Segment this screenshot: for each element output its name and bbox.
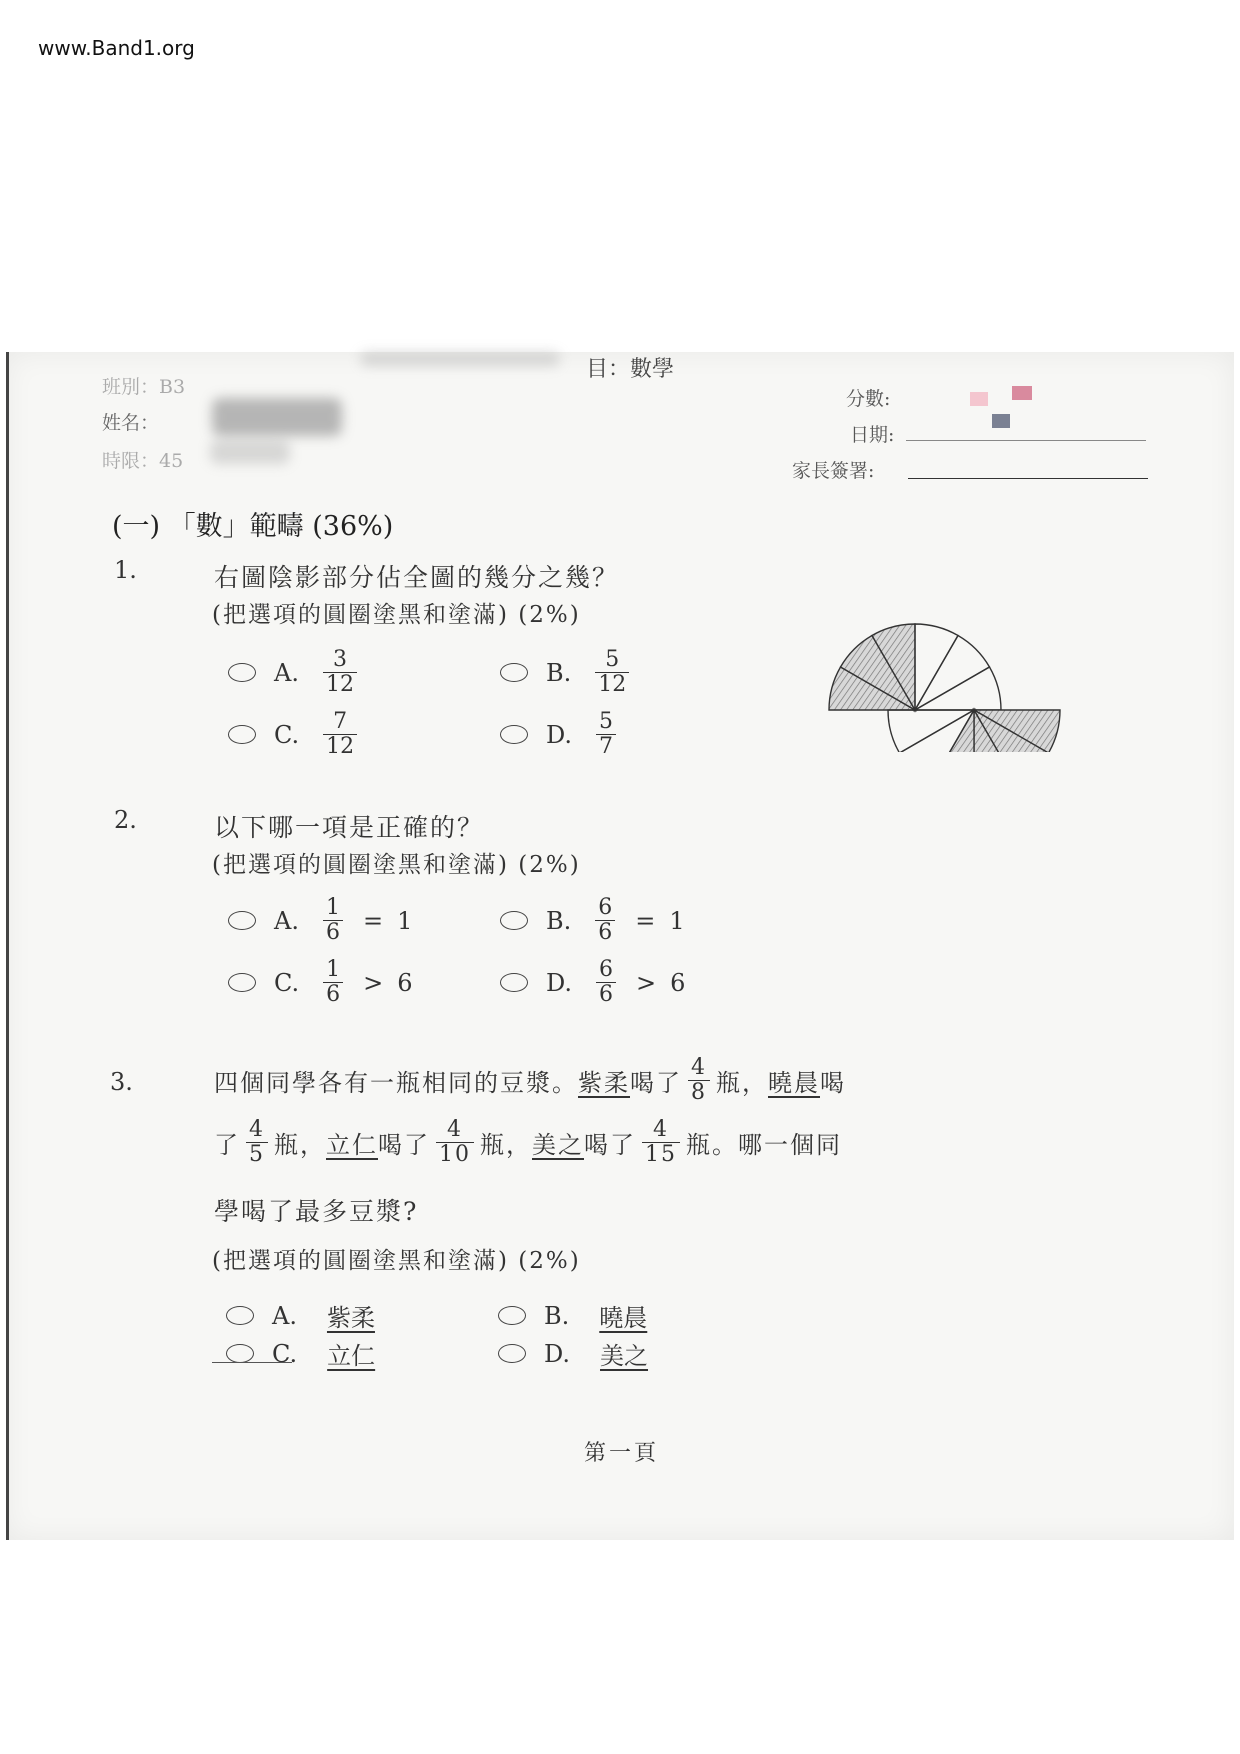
q3-option-d[interactable]: D. 美之 (498, 1336, 648, 1371)
redacted-date-pixel (992, 414, 1010, 428)
q3-line3: 學喝了最多豆漿? (214, 1197, 419, 1226)
subject-label: 目：數學 (586, 357, 675, 382)
q2-option-c[interactable]: C. $\frac{1}{6}$ > 6 (228, 958, 413, 1007)
fraction: $\frac{3}{12}$ (323, 648, 357, 697)
q2-instruction: (把選項的圓圈塗黑和塗滿) (2%) (212, 852, 581, 878)
score-label: 分數: (846, 388, 891, 410)
q2-option-b[interactable]: B. $\frac{6}{6}$ = 1 (500, 896, 685, 945)
answer-bubble[interactable] (498, 1306, 526, 1325)
answer-bubble[interactable] (500, 663, 528, 682)
q2-option-d[interactable]: D. $\frac{6}{6}$ > 6 (500, 958, 685, 1007)
name-label: 姓名： (102, 412, 160, 434)
signature-line (908, 478, 1148, 479)
q3-number: 3. (110, 1068, 133, 1096)
stray-underline (212, 1362, 292, 1363)
q3-line2: 了 $\frac{4}{5}$ 瓶， 立仁 喝了 $\frac{4}{10}$ 瓶， 美之 喝了 $\frac{4}{15}$ 瓶。哪一個同 (214, 1117, 842, 1167)
answer-bubble[interactable] (228, 911, 256, 930)
class-label: 班別：B3 (102, 376, 186, 398)
top-semicircle (829, 624, 1001, 710)
redacted-score-pixel (1012, 386, 1032, 400)
q2-option-a[interactable]: A. $\frac{1}{6}$ = 1 (228, 896, 412, 945)
fraction: $\frac{7}{12}$ (323, 710, 357, 759)
q3-line1: 四個同學各有一瓶相同的豆漿。 紫柔 喝了 $\frac{4}{8}$ 瓶， 曉晨 喝 (214, 1055, 846, 1105)
q3-option-b[interactable]: B. 曉晨 (498, 1298, 647, 1333)
q1-option-a[interactable]: A. $\frac{3}{12}$ (228, 648, 363, 697)
q3-option-a[interactable]: A. 紫柔 (226, 1298, 375, 1333)
name-xiaochen: 曉晨 (768, 1069, 820, 1097)
time-label: 時限：45 (102, 450, 184, 472)
fraction: $\frac{5}{7}$ (596, 710, 616, 759)
fraction: $\frac{6}{6}$ (596, 958, 616, 1007)
q1-option-b[interactable]: B. $\frac{5}{12}$ (500, 648, 635, 697)
q1-option-c[interactable]: C. $\frac{7}{12}$ (228, 710, 363, 759)
answer-bubble[interactable] (228, 663, 256, 682)
answer-bubble[interactable] (228, 973, 256, 992)
q1-number: 1. (114, 556, 137, 584)
fraction: $\frac{6}{6}$ (595, 896, 615, 945)
answer-bubble[interactable] (498, 1344, 526, 1363)
fraction: $\frac{4}{10}$ (436, 1118, 474, 1167)
page-number: 第一頁 (584, 1441, 660, 1466)
date-label: 日期: (850, 424, 895, 446)
q3-option-c[interactable]: C. 立仁 (226, 1336, 375, 1371)
redacted-score-pixel (970, 392, 988, 406)
fraction: $\frac{1}{6}$ (323, 896, 343, 945)
answer-bubble[interactable] (500, 725, 528, 744)
bottom-semicircle (888, 710, 1060, 752)
sheet-edge (6, 352, 9, 1540)
name-meizhi: 美之 (532, 1131, 584, 1159)
fraction: $\frac{4}{8}$ (688, 1056, 710, 1105)
q1-text: 右圖陰影部分佔全圖的幾分之幾？ (214, 563, 620, 592)
q1-instruction: (把選項的圓圈塗黑和塗滿) (2%) (212, 602, 581, 628)
signature-label: 家長簽署: (792, 460, 875, 482)
answer-bubble[interactable] (500, 973, 528, 992)
q1-option-d[interactable]: D. $\frac{5}{7}$ (500, 710, 622, 759)
answer-bubble[interactable] (228, 725, 256, 744)
redacted-subject-prefix (360, 352, 560, 366)
shaded-semicircles-figure (810, 622, 1080, 752)
fraction: $\frac{1}{6}$ (323, 958, 343, 1007)
q2-text: 以下哪一項是正確的？ (214, 813, 485, 842)
fraction: $\frac{4}{15}$ (642, 1118, 680, 1167)
q3-instruction: (把選項的圓圈塗黑和塗滿) (2%) (212, 1248, 581, 1274)
name-lireng: 立仁 (326, 1131, 378, 1159)
fraction: $\frac{5}{12}$ (595, 648, 629, 697)
date-line (906, 440, 1146, 441)
fraction: $\frac{4}{5}$ (246, 1118, 268, 1167)
q2-number: 2. (114, 806, 137, 834)
answer-bubble[interactable] (500, 911, 528, 930)
answer-bubble[interactable] (226, 1344, 254, 1363)
redacted-time (210, 440, 290, 464)
name-zirou: 紫柔 (578, 1069, 630, 1097)
answer-bubble[interactable] (226, 1306, 254, 1325)
section-title: (一) 「數」範疇 (36%) (112, 511, 394, 542)
site-watermark: www.Band1.org (38, 36, 195, 60)
redacted-name (212, 398, 342, 436)
